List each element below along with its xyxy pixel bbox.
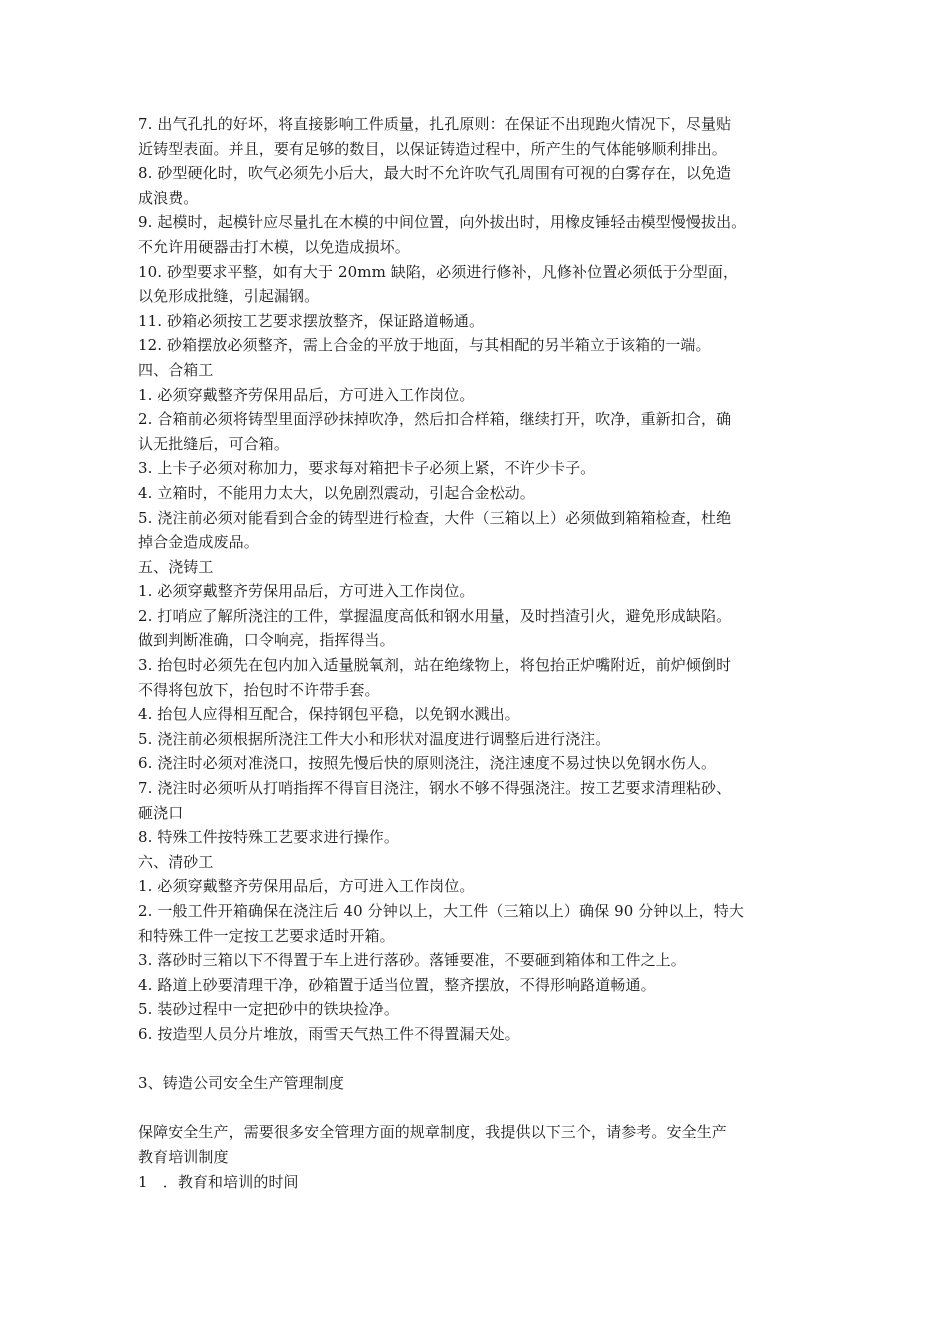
text-line: 砸浇口 bbox=[138, 803, 184, 822]
text-line: 2. 打哨应了解所浇注的工件，掌握温度高低和钢水用量，及时挡渣引火，避免形成缺陷。 bbox=[138, 606, 732, 625]
paragraph bbox=[138, 751, 828, 776]
text-line: 五、浇铸工 bbox=[138, 557, 214, 576]
text-line: 做到判断准确，口令响亮，指挥得当。 bbox=[138, 631, 395, 650]
text-line: 近铸型表面。并且，要有足够的数目，以保证铸造过程中，所产生的气体能够顺利排出。 bbox=[138, 139, 727, 158]
text-line: 10. 砂型要求平整，如有大于 20mm 缺陷，必须进行修补，凡修补位置必须低于分型面， bbox=[138, 262, 739, 281]
paragraph bbox=[138, 309, 828, 334]
text-line: 认无批缝后，可合箱。 bbox=[138, 434, 290, 453]
paragraph bbox=[138, 579, 828, 604]
text-line: 8. 特殊工件按特殊工艺要求进行操作。 bbox=[138, 828, 399, 847]
paragraph bbox=[138, 161, 828, 210]
paragraph bbox=[138, 973, 828, 998]
section-heading bbox=[138, 850, 828, 875]
text-line: 3、铸造公司安全生产管理制度 bbox=[138, 1074, 344, 1093]
paragraph bbox=[138, 210, 828, 259]
text-line: 四、合箱工 bbox=[138, 360, 214, 379]
paragraph bbox=[138, 456, 828, 481]
blank-line bbox=[138, 1096, 828, 1121]
text-line: 保障安全生产，需要很多安全管理方面的规章制度，我提供以下三个，请参考。安全生产 bbox=[138, 1123, 727, 1142]
text-line: 8. 砂型硬化时，吹气必须先小后大，最大时不允许吹气孔周围有可视的白雾存在，以免造 bbox=[138, 164, 732, 183]
paragraph bbox=[138, 702, 828, 727]
text-line: 5. 浇注前必须对能看到合金的铸型进行检查，大件（三箱以上）必须做到箱箱检查，杜绝 bbox=[138, 508, 732, 527]
paragraph bbox=[138, 776, 828, 825]
text-line: 以免形成批缝，引起漏钢。 bbox=[138, 287, 320, 306]
text-line: 4. 立箱时，不能用力太大，以免剧烈震动，引起合金松动。 bbox=[138, 483, 535, 502]
blank-line bbox=[138, 1047, 828, 1072]
text-line: 2. 一般工件开箱确保在浇注后 40 分钟以上，大工件（三箱以上）确保 90 分钟以上，特大 bbox=[138, 902, 744, 920]
text-line: 成浪费。 bbox=[138, 188, 199, 207]
text-line: 3. 抬包时必须先在包内加入适量脱氧剂，站在绝缘物上，将包抬正炉嘴附近，前炉倾倒时 bbox=[138, 656, 732, 675]
paragraph bbox=[138, 653, 828, 702]
text-line: 3. 落砂时三箱以下不得置于车上进行落砂。落锤要准，不要砸到箱体和工件之上。 bbox=[138, 951, 686, 970]
document-page bbox=[138, 112, 828, 1194]
paragraph bbox=[138, 727, 828, 752]
paragraph bbox=[138, 899, 828, 948]
paragraph bbox=[138, 112, 828, 161]
text-line: 7. 浇注时必须听从打哨指挥不得盲目浇注，钢水不够不得强浇注。按工艺要求清理粘砂、 bbox=[138, 779, 732, 798]
text-line: 掉合金造成废品。 bbox=[138, 533, 259, 552]
text-line: 9. 起模时，起模针应尽量扎在木模的中间位置，向外拔出时，用橡皮锤轻击模型慢慢拔出。 bbox=[138, 213, 747, 232]
paragraph bbox=[138, 333, 828, 358]
paragraph bbox=[138, 604, 828, 653]
paragraph bbox=[138, 506, 828, 555]
text-line: 12. 砂箱摆放必须整齐，需上合金的平放于地面，与其相配的另半箱立于该箱的一端。 bbox=[138, 336, 711, 355]
text-line: 5. 浇注前必须根据所浇注工件大小和形状对温度进行调整后进行浇注。 bbox=[138, 729, 611, 748]
section-heading bbox=[138, 358, 828, 383]
paragraph bbox=[138, 1022, 828, 1047]
text-line: 和特殊工件一定按工艺要求适时开箱。 bbox=[138, 926, 395, 945]
paragraph bbox=[138, 383, 828, 408]
text-line: 4. 路道上砂要清理干净，砂箱置于适当位置，整齐摆放，不得形响路道畅通。 bbox=[138, 975, 656, 994]
paragraph bbox=[138, 1120, 828, 1169]
text-line: 4. 抬包人应得相互配合，保持钢包平稳，以免钢水溅出。 bbox=[138, 705, 520, 724]
text-line: 5. 装砂过程中一定把砂中的铁块捡净。 bbox=[138, 1000, 399, 1019]
paragraph bbox=[138, 481, 828, 506]
text-line: 11. 砂箱必须按工艺要求摆放整齐，保证路道畅通。 bbox=[138, 311, 485, 330]
text-line: 7. 出气孔扎的好坏，将直接影响工件质量，扎孔原则：在保证不出现跑火情况下，尽量贴 bbox=[138, 115, 732, 133]
section-heading bbox=[138, 555, 828, 580]
text-line: 1 ．教育和培训的时间 bbox=[138, 1172, 299, 1191]
section-heading bbox=[138, 1071, 828, 1096]
text-line: 1. 必须穿戴整齐劳保用品后，方可进入工作岗位。 bbox=[138, 877, 475, 896]
text-line: 2. 合箱前必须将铸型里面浮砂抹掉吹净，然后扣合样箱，继续打开，吹净，重新扣合，确 bbox=[138, 410, 732, 429]
text-line: 教育培训制度 bbox=[138, 1147, 229, 1166]
paragraph bbox=[138, 1170, 828, 1195]
paragraph bbox=[138, 825, 828, 850]
paragraph bbox=[138, 260, 828, 309]
paragraph bbox=[138, 997, 828, 1022]
paragraph bbox=[138, 948, 828, 973]
paragraph bbox=[138, 407, 828, 456]
text-line: 1. 必须穿戴整齐劳保用品后，方可进入工作岗位。 bbox=[138, 582, 475, 601]
text-line: 不得将包放下，抬包时不许带手套。 bbox=[138, 680, 380, 699]
text-line: 6. 按造型人员分片堆放，雨雪天气热工件不得置漏天处。 bbox=[138, 1024, 520, 1043]
text-line: 不允许用硬器击打木模，以免造成损坏。 bbox=[138, 237, 410, 256]
text-line: 6. 浇注时必须对准浇口，按照先慢后快的原则浇注，浇注速度不易过快以免钢水伤人。 bbox=[138, 754, 717, 773]
text-line: 1. 必须穿戴整齐劳保用品后，方可进入工作岗位。 bbox=[138, 385, 475, 404]
paragraph bbox=[138, 874, 828, 899]
text-line: 3. 上卡子必须对称加力，要求每对箱把卡子必须上紧，不许少卡子。 bbox=[138, 459, 596, 478]
text-line: 六、清砂工 bbox=[138, 852, 214, 871]
